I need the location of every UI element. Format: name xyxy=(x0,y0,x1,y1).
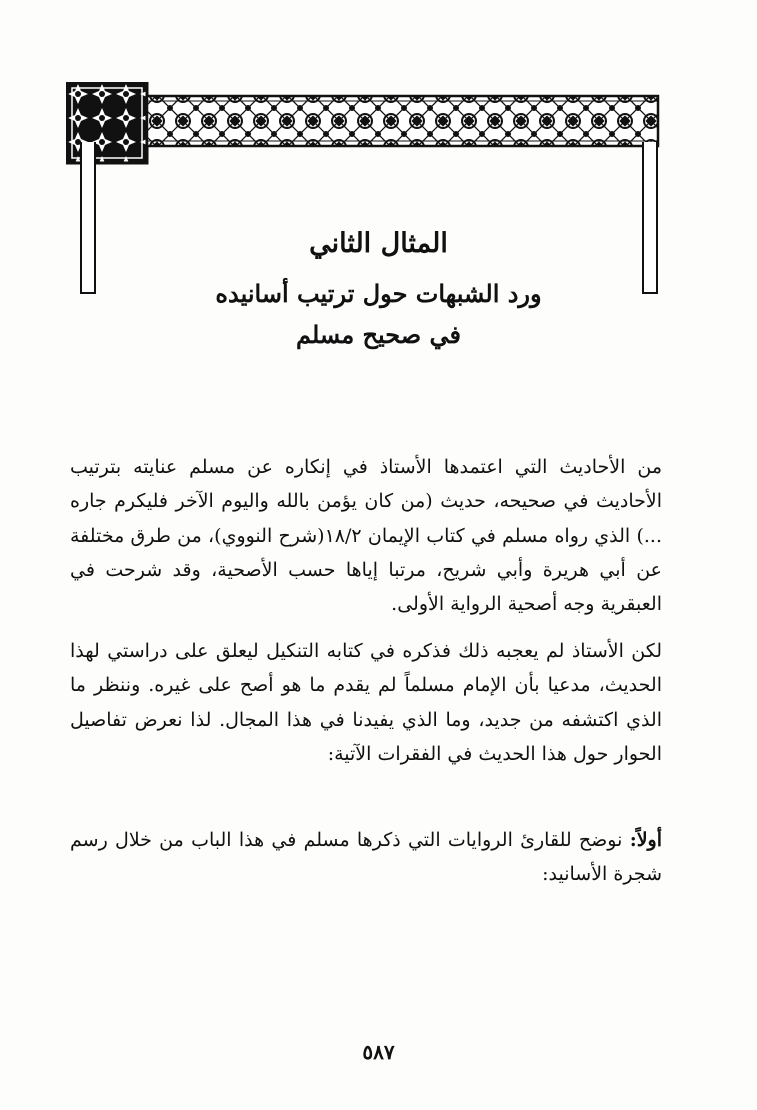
ornamental-header-frame xyxy=(66,82,660,300)
chapter-subtitle-line-2: في صحيح مسلم xyxy=(296,320,461,349)
paragraph-3 xyxy=(70,823,662,892)
paragraph-1: من الأحاديث التي اعتمدها الأستاذ في إنكاره عن مسلم عنايته بترتيب الأحاديث في صحيحه، حديث (من كان يؤمن بالله واليوم الآخر فليكرم جاره ...) الذي رواه مسلم في كتاب الإيمان ١٨/٢(شرح النووي)، من طرق مختلفة عن أبي هريرة وأبي شريح، مرتبا إياها حسب الأصحية، وقد شرحت في العبقرية وجه أصحية الرواية الأولى. xyxy=(70,456,663,616)
frame-left-pillar xyxy=(80,142,96,294)
paragraph-3-text: نوضح للقارئ الروايات التي ذكرها مسلم في هذا الباب من خلال رسم شجرة الأسانيد: xyxy=(70,829,662,886)
paragraph-3-lead: أولاً: xyxy=(629,829,662,851)
paragraph-2: لكن الأستاذ لم يعجبه ذلك فذكره في كتابه التنكيل ليعلق على دراستي لهذا الحديث، مدعيا بأن الإمام مسلماً لم يقدم ما هو أصح على غيره. وننظر ما الذي اكتشفه من جديد، وما الذي يفيدنا في هذا المجال. لذا نعرض تفاصيل الحوار حول هذا الحديث في الفقرات الآتية: xyxy=(70,640,662,765)
ornament-band xyxy=(66,82,660,172)
chapter-title: المثال الثاني xyxy=(309,228,448,259)
chapter-subtitle-line-1: ورد الشبهات حول ترتيب أسانيده xyxy=(215,279,542,308)
page-number: ٥٨٧ xyxy=(362,1040,395,1064)
frame-right-pillar xyxy=(642,142,658,294)
